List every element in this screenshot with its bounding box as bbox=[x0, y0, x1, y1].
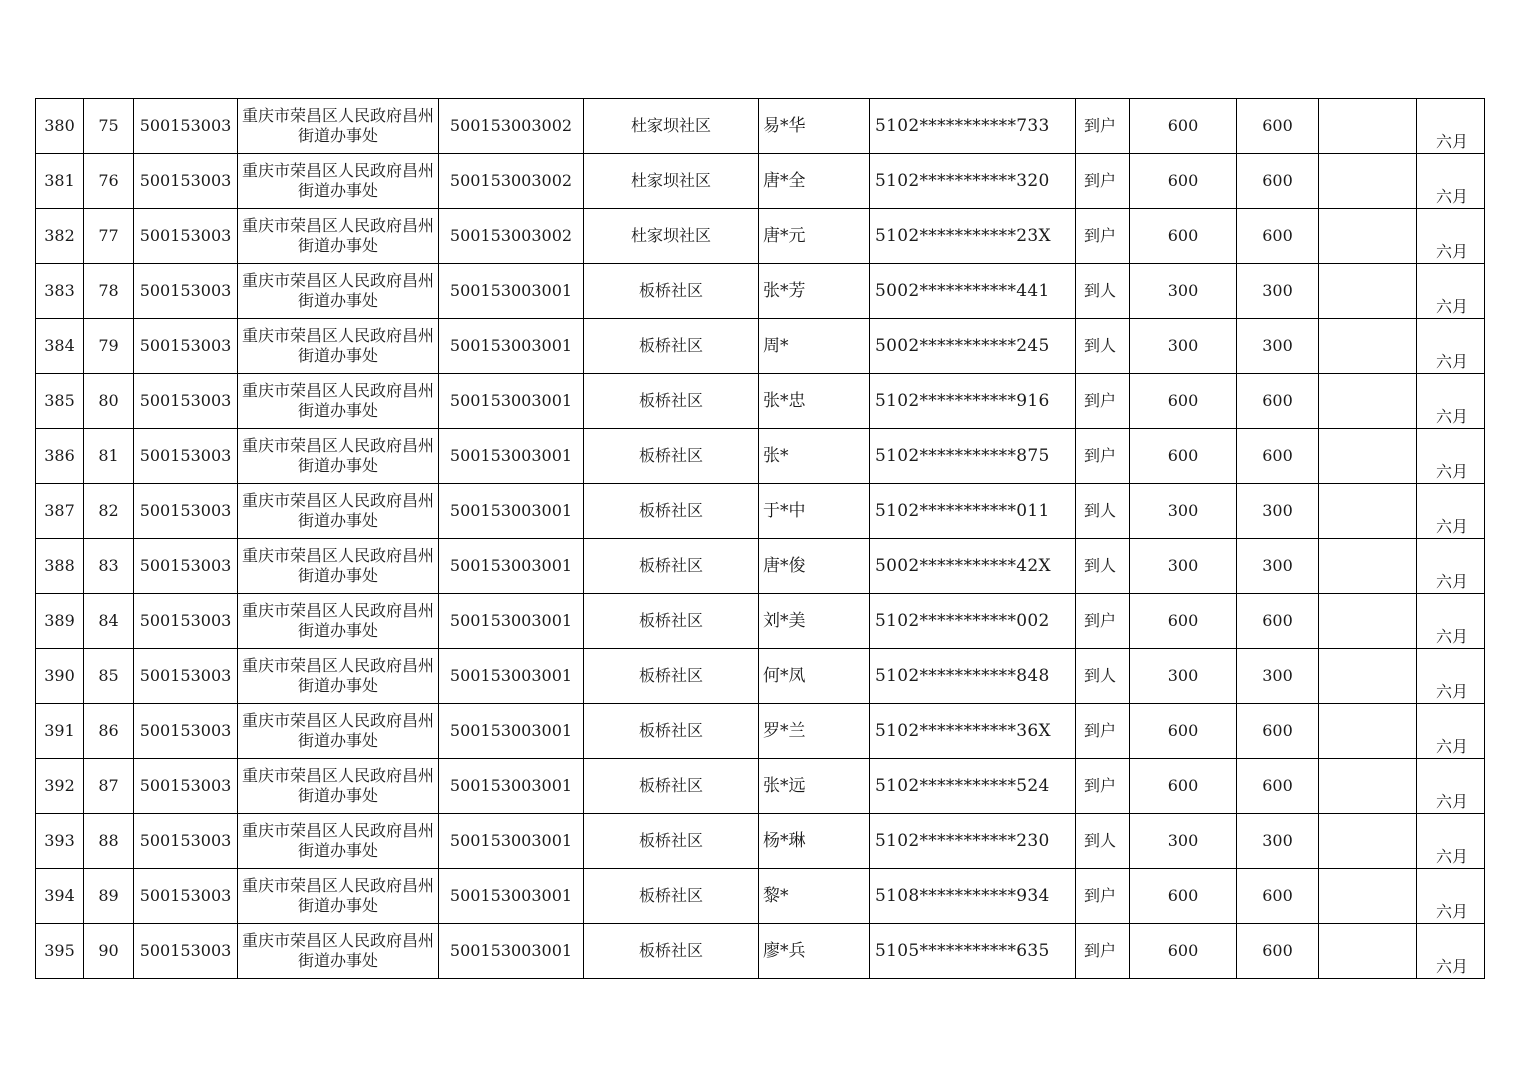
cell-no: 89 bbox=[84, 869, 134, 924]
cell-id-number: 5105***********635 bbox=[870, 924, 1076, 979]
cell-amount-2: 600 bbox=[1237, 704, 1319, 759]
cell-month: 六月 bbox=[1417, 264, 1485, 319]
table-row bbox=[36, 484, 1485, 539]
cell-community: 杜家坝社区 bbox=[584, 99, 759, 154]
cell-id-number: 5102***********916 bbox=[870, 374, 1076, 429]
cell-note bbox=[1319, 594, 1417, 649]
cell-type: 到户 bbox=[1076, 209, 1130, 264]
cell-no: 84 bbox=[84, 594, 134, 649]
cell-month: 六月 bbox=[1417, 374, 1485, 429]
cell-community: 杜家坝社区 bbox=[584, 154, 759, 209]
cell-amount-1: 600 bbox=[1130, 869, 1237, 924]
cell-month: 六月 bbox=[1417, 154, 1485, 209]
cell-community: 杜家坝社区 bbox=[584, 209, 759, 264]
cell-no: 85 bbox=[84, 649, 134, 704]
cell-community-code: 500153003001 bbox=[439, 814, 584, 869]
cell-org-code: 500153003 bbox=[134, 649, 238, 704]
cell-org: 重庆市荣昌区人民政府昌州街道办事处 bbox=[238, 759, 439, 814]
cell-name: 刘*美 bbox=[759, 594, 870, 649]
cell-month: 六月 bbox=[1417, 484, 1485, 539]
cell-seq: 388 bbox=[36, 539, 84, 594]
cell-seq: 381 bbox=[36, 154, 84, 209]
cell-community-code: 500153003002 bbox=[439, 99, 584, 154]
cell-community: 板桥社区 bbox=[584, 374, 759, 429]
cell-month: 六月 bbox=[1417, 759, 1485, 814]
cell-id-number: 5002***********42X bbox=[870, 539, 1076, 594]
cell-type: 到人 bbox=[1076, 319, 1130, 374]
cell-type: 到户 bbox=[1076, 154, 1130, 209]
table-row bbox=[36, 924, 1485, 979]
table-row bbox=[36, 209, 1485, 264]
table-row bbox=[36, 99, 1485, 154]
cell-community-code: 500153003002 bbox=[439, 154, 584, 209]
cell-org: 重庆市荣昌区人民政府昌州街道办事处 bbox=[238, 649, 439, 704]
cell-note bbox=[1319, 869, 1417, 924]
cell-name: 于*中 bbox=[759, 484, 870, 539]
table-body bbox=[36, 99, 1485, 979]
cell-org-code: 500153003 bbox=[134, 704, 238, 759]
cell-name: 唐*全 bbox=[759, 154, 870, 209]
cell-id-number: 5108***********934 bbox=[870, 869, 1076, 924]
cell-month: 六月 bbox=[1417, 704, 1485, 759]
cell-amount-2: 300 bbox=[1237, 264, 1319, 319]
cell-id-number: 5102***********733 bbox=[870, 99, 1076, 154]
cell-type: 到户 bbox=[1076, 99, 1130, 154]
cell-type: 到户 bbox=[1076, 594, 1130, 649]
cell-seq: 382 bbox=[36, 209, 84, 264]
cell-type: 到户 bbox=[1076, 429, 1130, 484]
cell-amount-2: 300 bbox=[1237, 319, 1319, 374]
cell-note bbox=[1319, 99, 1417, 154]
cell-community-code: 500153003001 bbox=[439, 429, 584, 484]
cell-type: 到人 bbox=[1076, 264, 1130, 319]
cell-community-code: 500153003001 bbox=[439, 649, 584, 704]
cell-name: 张*忠 bbox=[759, 374, 870, 429]
cell-community: 板桥社区 bbox=[584, 814, 759, 869]
cell-type: 到人 bbox=[1076, 484, 1130, 539]
cell-amount-2: 300 bbox=[1237, 649, 1319, 704]
cell-community: 板桥社区 bbox=[584, 319, 759, 374]
cell-org-code: 500153003 bbox=[134, 99, 238, 154]
cell-note bbox=[1319, 209, 1417, 264]
cell-amount-1: 600 bbox=[1130, 594, 1237, 649]
cell-type: 到户 bbox=[1076, 924, 1130, 979]
recipient-table bbox=[35, 98, 1485, 979]
cell-no: 88 bbox=[84, 814, 134, 869]
cell-type: 到人 bbox=[1076, 539, 1130, 594]
cell-community: 板桥社区 bbox=[584, 484, 759, 539]
cell-org: 重庆市荣昌区人民政府昌州街道办事处 bbox=[238, 814, 439, 869]
cell-seq: 392 bbox=[36, 759, 84, 814]
cell-name: 黎* bbox=[759, 869, 870, 924]
cell-note bbox=[1319, 484, 1417, 539]
cell-community-code: 500153003001 bbox=[439, 594, 584, 649]
cell-month: 六月 bbox=[1417, 649, 1485, 704]
cell-month: 六月 bbox=[1417, 924, 1485, 979]
cell-name: 张*远 bbox=[759, 759, 870, 814]
cell-org: 重庆市荣昌区人民政府昌州街道办事处 bbox=[238, 704, 439, 759]
cell-amount-1: 600 bbox=[1130, 759, 1237, 814]
cell-amount-2: 600 bbox=[1237, 99, 1319, 154]
cell-amount-1: 600 bbox=[1130, 374, 1237, 429]
cell-community: 板桥社区 bbox=[584, 539, 759, 594]
cell-month: 六月 bbox=[1417, 869, 1485, 924]
cell-org: 重庆市荣昌区人民政府昌州街道办事处 bbox=[238, 484, 439, 539]
cell-amount-1: 300 bbox=[1130, 649, 1237, 704]
cell-no: 87 bbox=[84, 759, 134, 814]
cell-name: 罗*兰 bbox=[759, 704, 870, 759]
cell-note bbox=[1319, 429, 1417, 484]
cell-note bbox=[1319, 374, 1417, 429]
cell-amount-1: 600 bbox=[1130, 99, 1237, 154]
cell-community-code: 500153003001 bbox=[439, 484, 584, 539]
cell-amount-1: 300 bbox=[1130, 319, 1237, 374]
table-row bbox=[36, 429, 1485, 484]
table-row bbox=[36, 374, 1485, 429]
cell-type: 到户 bbox=[1076, 374, 1130, 429]
cell-org: 重庆市荣昌区人民政府昌州街道办事处 bbox=[238, 264, 439, 319]
cell-type: 到户 bbox=[1076, 704, 1130, 759]
cell-no: 79 bbox=[84, 319, 134, 374]
cell-no: 86 bbox=[84, 704, 134, 759]
cell-org: 重庆市荣昌区人民政府昌州街道办事处 bbox=[238, 374, 439, 429]
cell-note bbox=[1319, 704, 1417, 759]
cell-amount-1: 600 bbox=[1130, 704, 1237, 759]
cell-org-code: 500153003 bbox=[134, 154, 238, 209]
cell-amount-1: 300 bbox=[1130, 264, 1237, 319]
cell-community-code: 500153003001 bbox=[439, 704, 584, 759]
cell-community: 板桥社区 bbox=[584, 924, 759, 979]
cell-org-code: 500153003 bbox=[134, 759, 238, 814]
cell-community-code: 500153003001 bbox=[439, 319, 584, 374]
cell-org: 重庆市荣昌区人民政府昌州街道办事处 bbox=[238, 869, 439, 924]
cell-type: 到户 bbox=[1076, 869, 1130, 924]
cell-amount-1: 600 bbox=[1130, 209, 1237, 264]
cell-org: 重庆市荣昌区人民政府昌州街道办事处 bbox=[238, 154, 439, 209]
cell-community-code: 500153003001 bbox=[439, 924, 584, 979]
cell-type: 到户 bbox=[1076, 759, 1130, 814]
cell-seq: 390 bbox=[36, 649, 84, 704]
cell-amount-2: 600 bbox=[1237, 154, 1319, 209]
cell-name: 唐*元 bbox=[759, 209, 870, 264]
cell-note bbox=[1319, 649, 1417, 704]
cell-seq: 380 bbox=[36, 99, 84, 154]
cell-name: 何*凤 bbox=[759, 649, 870, 704]
cell-no: 80 bbox=[84, 374, 134, 429]
table-row bbox=[36, 264, 1485, 319]
cell-org-code: 500153003 bbox=[134, 429, 238, 484]
cell-note bbox=[1319, 319, 1417, 374]
cell-community: 板桥社区 bbox=[584, 649, 759, 704]
cell-org: 重庆市荣昌区人民政府昌州街道办事处 bbox=[238, 99, 439, 154]
cell-no: 81 bbox=[84, 429, 134, 484]
cell-month: 六月 bbox=[1417, 594, 1485, 649]
cell-community-code: 500153003001 bbox=[439, 374, 584, 429]
cell-amount-1: 600 bbox=[1130, 924, 1237, 979]
cell-seq: 387 bbox=[36, 484, 84, 539]
cell-org-code: 500153003 bbox=[134, 594, 238, 649]
cell-org: 重庆市荣昌区人民政府昌州街道办事处 bbox=[238, 429, 439, 484]
table-row bbox=[36, 154, 1485, 209]
cell-seq: 385 bbox=[36, 374, 84, 429]
cell-community: 板桥社区 bbox=[584, 869, 759, 924]
cell-org-code: 500153003 bbox=[134, 484, 238, 539]
table-row bbox=[36, 319, 1485, 374]
cell-amount-1: 300 bbox=[1130, 814, 1237, 869]
cell-name: 易*华 bbox=[759, 99, 870, 154]
cell-community: 板桥社区 bbox=[584, 704, 759, 759]
cell-name: 周* bbox=[759, 319, 870, 374]
cell-no: 90 bbox=[84, 924, 134, 979]
cell-name: 唐*俊 bbox=[759, 539, 870, 594]
cell-no: 76 bbox=[84, 154, 134, 209]
cell-amount-1: 600 bbox=[1130, 154, 1237, 209]
cell-community: 板桥社区 bbox=[584, 264, 759, 319]
cell-seq: 383 bbox=[36, 264, 84, 319]
table-row bbox=[36, 759, 1485, 814]
cell-note bbox=[1319, 814, 1417, 869]
cell-name: 张* bbox=[759, 429, 870, 484]
cell-no: 75 bbox=[84, 99, 134, 154]
cell-note bbox=[1319, 924, 1417, 979]
cell-amount-2: 600 bbox=[1237, 869, 1319, 924]
cell-community-code: 500153003001 bbox=[439, 264, 584, 319]
cell-name: 张*芳 bbox=[759, 264, 870, 319]
cell-month: 六月 bbox=[1417, 539, 1485, 594]
cell-amount-2: 300 bbox=[1237, 814, 1319, 869]
cell-community: 板桥社区 bbox=[584, 429, 759, 484]
cell-id-number: 5102***********875 bbox=[870, 429, 1076, 484]
cell-seq: 393 bbox=[36, 814, 84, 869]
cell-note bbox=[1319, 154, 1417, 209]
cell-no: 83 bbox=[84, 539, 134, 594]
cell-type: 到人 bbox=[1076, 649, 1130, 704]
cell-id-number: 5102***********848 bbox=[870, 649, 1076, 704]
cell-amount-2: 600 bbox=[1237, 594, 1319, 649]
cell-org-code: 500153003 bbox=[134, 319, 238, 374]
cell-amount-2: 600 bbox=[1237, 924, 1319, 979]
table-row bbox=[36, 649, 1485, 704]
cell-amount-2: 600 bbox=[1237, 429, 1319, 484]
cell-name: 廖*兵 bbox=[759, 924, 870, 979]
cell-amount-1: 300 bbox=[1130, 539, 1237, 594]
cell-org: 重庆市荣昌区人民政府昌州街道办事处 bbox=[238, 319, 439, 374]
cell-org: 重庆市荣昌区人民政府昌州街道办事处 bbox=[238, 209, 439, 264]
cell-org-code: 500153003 bbox=[134, 869, 238, 924]
cell-id-number: 5102***********002 bbox=[870, 594, 1076, 649]
cell-amount-2: 300 bbox=[1237, 484, 1319, 539]
cell-amount-1: 600 bbox=[1130, 429, 1237, 484]
cell-note bbox=[1319, 264, 1417, 319]
cell-id-number: 5002***********245 bbox=[870, 319, 1076, 374]
cell-community-code: 500153003001 bbox=[439, 539, 584, 594]
cell-org: 重庆市荣昌区人民政府昌州街道办事处 bbox=[238, 594, 439, 649]
cell-community-code: 500153003001 bbox=[439, 869, 584, 924]
cell-amount-2: 300 bbox=[1237, 539, 1319, 594]
cell-month: 六月 bbox=[1417, 429, 1485, 484]
cell-no: 82 bbox=[84, 484, 134, 539]
cell-community-code: 500153003001 bbox=[439, 759, 584, 814]
cell-no: 78 bbox=[84, 264, 134, 319]
cell-community: 板桥社区 bbox=[584, 759, 759, 814]
cell-month: 六月 bbox=[1417, 814, 1485, 869]
cell-org: 重庆市荣昌区人民政府昌州街道办事处 bbox=[238, 539, 439, 594]
table-row bbox=[36, 539, 1485, 594]
cell-id-number: 5102***********23X bbox=[870, 209, 1076, 264]
cell-seq: 395 bbox=[36, 924, 84, 979]
cell-seq: 386 bbox=[36, 429, 84, 484]
cell-name: 杨*琳 bbox=[759, 814, 870, 869]
cell-org-code: 500153003 bbox=[134, 539, 238, 594]
cell-org: 重庆市荣昌区人民政府昌州街道办事处 bbox=[238, 924, 439, 979]
cell-seq: 384 bbox=[36, 319, 84, 374]
table-row bbox=[36, 704, 1485, 759]
cell-type: 到人 bbox=[1076, 814, 1130, 869]
cell-amount-2: 600 bbox=[1237, 209, 1319, 264]
cell-no: 77 bbox=[84, 209, 134, 264]
cell-community: 板桥社区 bbox=[584, 594, 759, 649]
cell-seq: 391 bbox=[36, 704, 84, 759]
cell-id-number: 5102***********36X bbox=[870, 704, 1076, 759]
table-row bbox=[36, 814, 1485, 869]
cell-id-number: 5002***********441 bbox=[870, 264, 1076, 319]
cell-amount-2: 600 bbox=[1237, 759, 1319, 814]
cell-amount-1: 300 bbox=[1130, 484, 1237, 539]
cell-org-code: 500153003 bbox=[134, 374, 238, 429]
cell-note bbox=[1319, 759, 1417, 814]
cell-month: 六月 bbox=[1417, 319, 1485, 374]
cell-note bbox=[1319, 539, 1417, 594]
cell-org-code: 500153003 bbox=[134, 264, 238, 319]
cell-org-code: 500153003 bbox=[134, 814, 238, 869]
cell-amount-2: 600 bbox=[1237, 374, 1319, 429]
cell-id-number: 5102***********011 bbox=[870, 484, 1076, 539]
cell-org-code: 500153003 bbox=[134, 209, 238, 264]
cell-org-code: 500153003 bbox=[134, 924, 238, 979]
cell-community-code: 500153003002 bbox=[439, 209, 584, 264]
cell-id-number: 5102***********230 bbox=[870, 814, 1076, 869]
cell-id-number: 5102***********320 bbox=[870, 154, 1076, 209]
cell-month: 六月 bbox=[1417, 99, 1485, 154]
table-row bbox=[36, 869, 1485, 924]
cell-seq: 389 bbox=[36, 594, 84, 649]
table-row bbox=[36, 594, 1485, 649]
cell-seq: 394 bbox=[36, 869, 84, 924]
cell-month: 六月 bbox=[1417, 209, 1485, 264]
cell-id-number: 5102***********524 bbox=[870, 759, 1076, 814]
